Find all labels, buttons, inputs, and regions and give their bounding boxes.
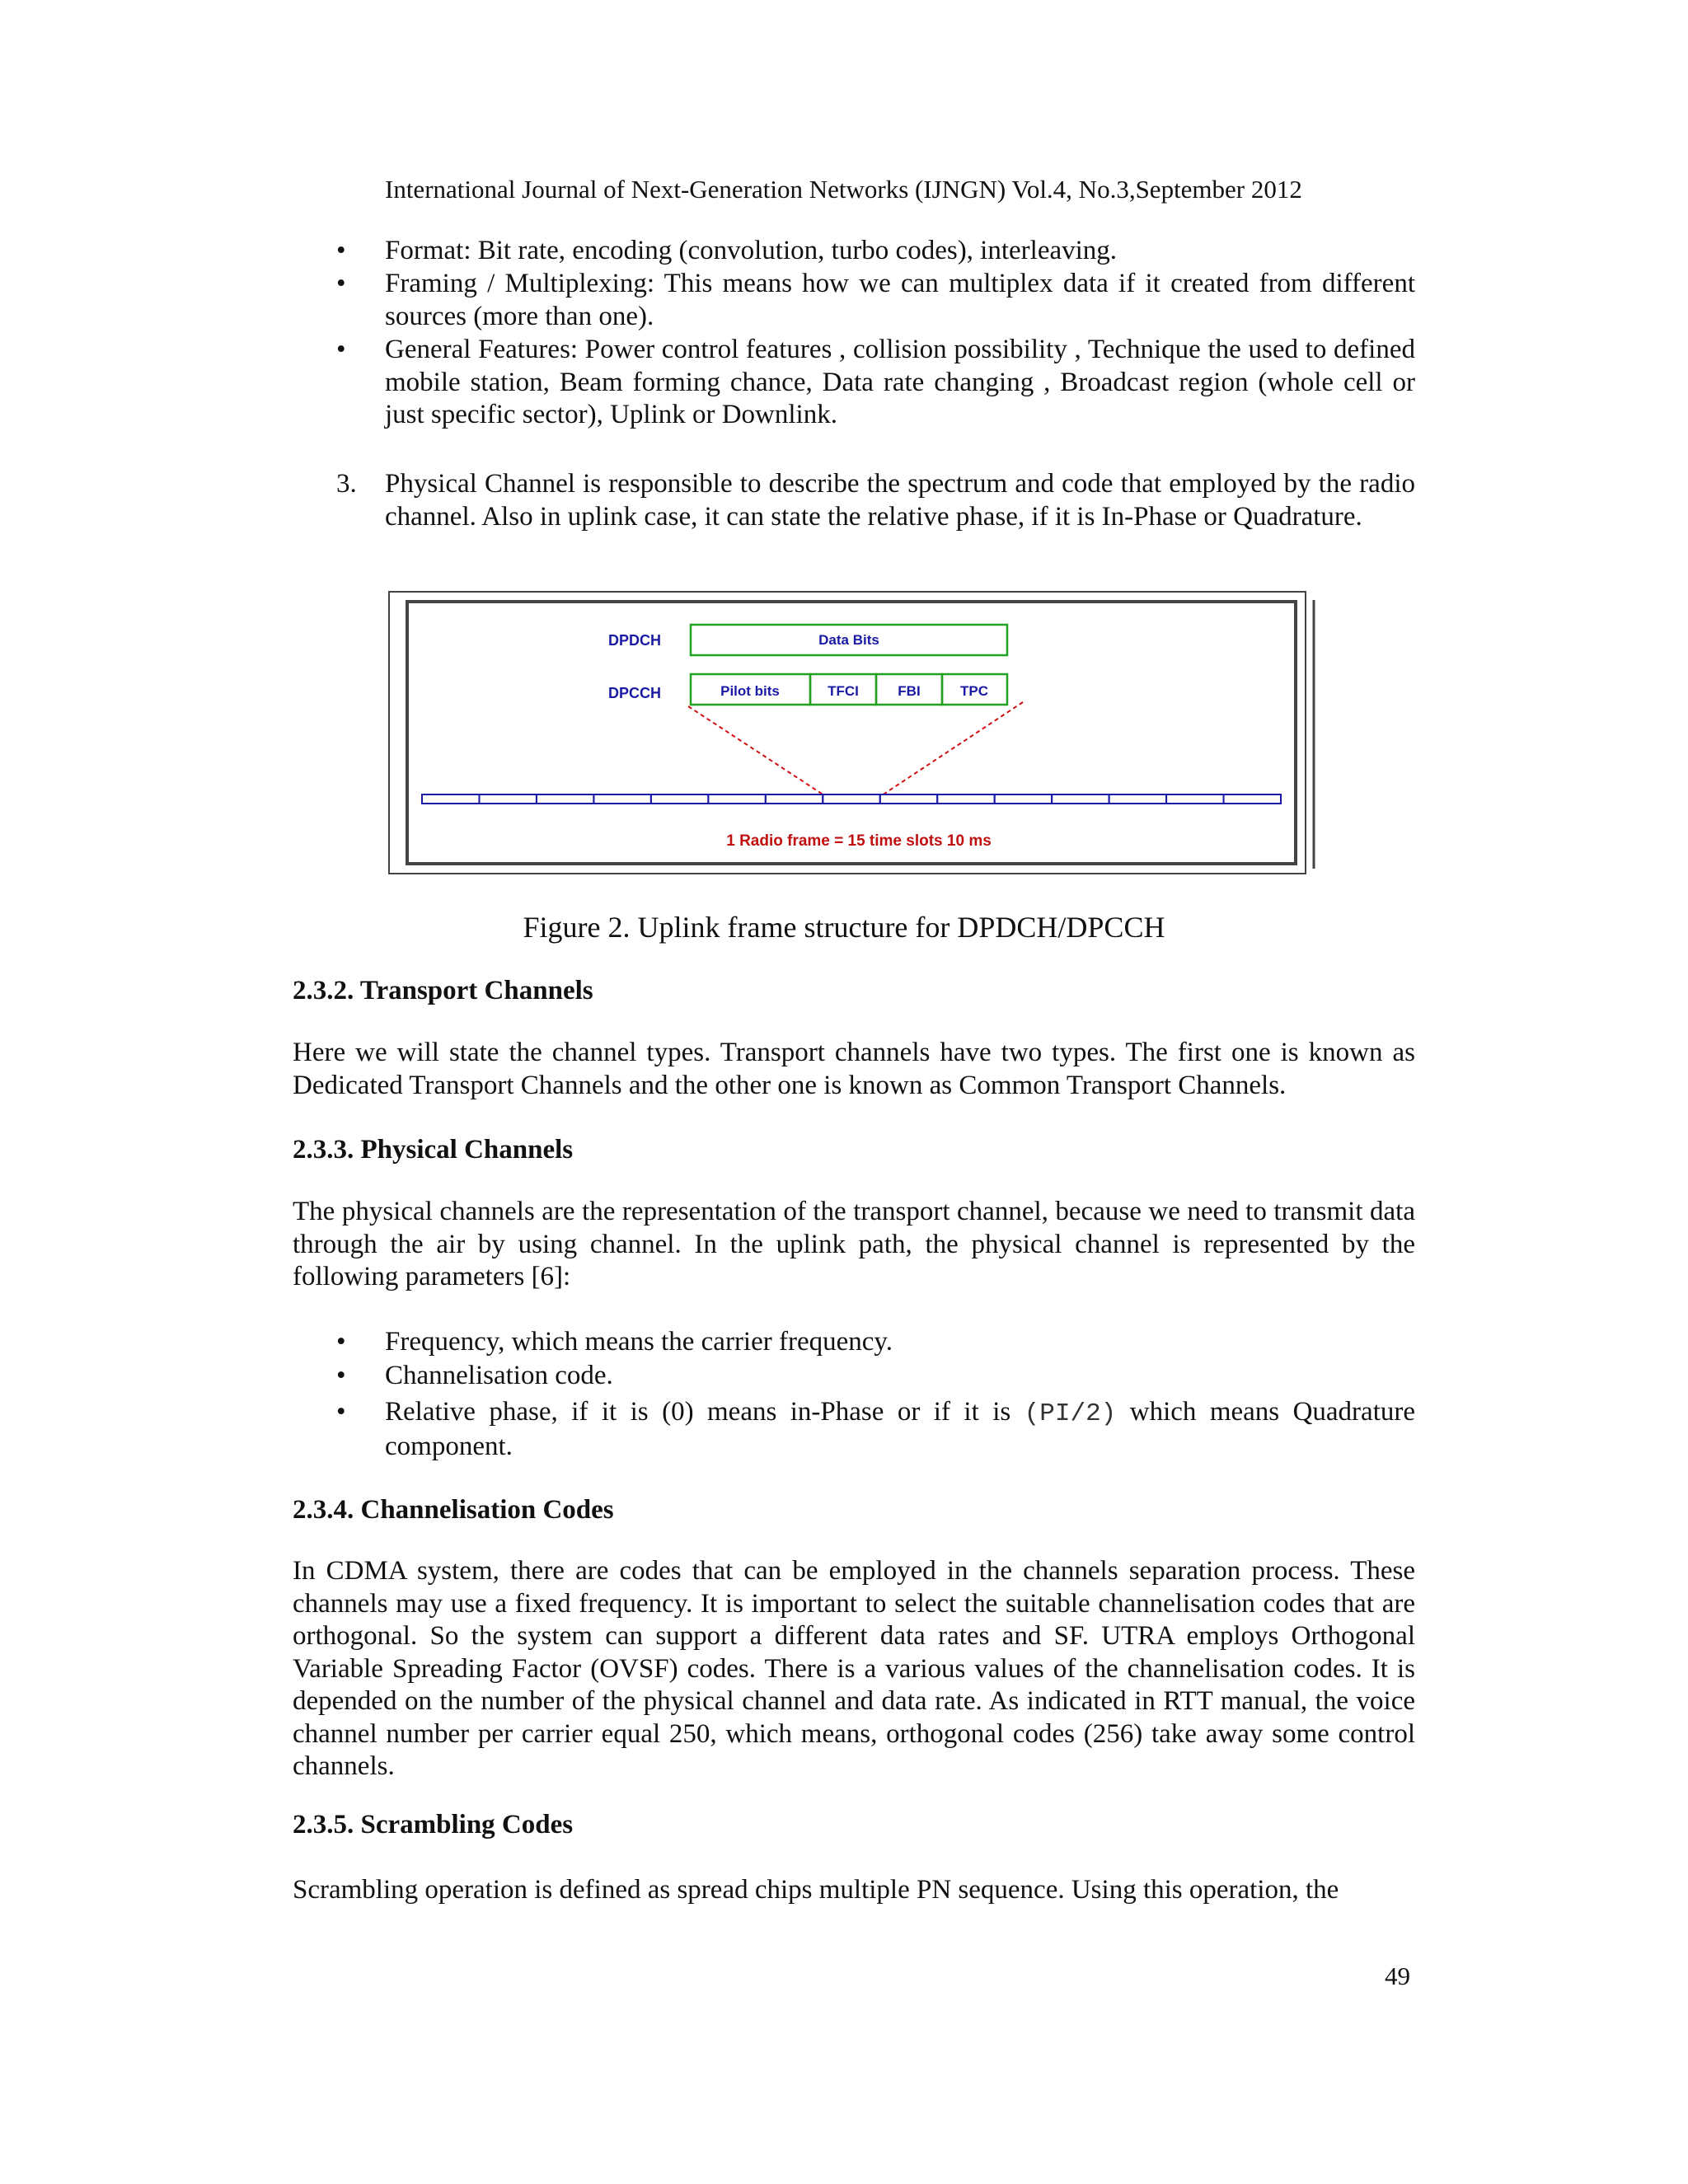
frame-diagram [387, 590, 1319, 879]
bullet-marker: • [336, 1361, 346, 1390]
list-item [336, 1360, 1415, 1393]
time-slot [937, 794, 994, 804]
time-slot [422, 794, 479, 804]
bullet-text-post: which means Quadrature component. [385, 1397, 1416, 1461]
numbered-item [336, 468, 1415, 533]
item-text: Physical Channel is responsible to describe the spectrum and code that employed by the radio channel. Also in uplink case, it can state the relative phase, if it is In-Phase or Quadrature. [385, 469, 1415, 532]
dpcch-label: DPCCH [608, 685, 662, 701]
bullet-text: Frequency, which means the carrier frequency. [385, 1327, 893, 1357]
time-slot [766, 794, 823, 804]
time-slot [593, 794, 650, 804]
time-slot [1052, 794, 1109, 804]
item-number: 3. [336, 469, 357, 499]
expansion-line-left [688, 706, 824, 795]
running-header: International Journal of Next-Generation Networks (IJNGN) Vol.4, No.3,September 2012 [385, 175, 1302, 204]
paragraph: The physical channels are the representation of the transport channel, because we need to transmit data through the air by using channel. In the uplink path, the physical channel is represented by the following parameters [6]: [293, 1197, 1415, 1291]
tpc-label: TPC [960, 683, 988, 699]
time-slots-bar [422, 794, 1281, 804]
uplink-frame-figure [387, 590, 1319, 879]
section-heading: 2.3.5. Scrambling Codes [293, 1810, 574, 1840]
data-bits-label: Data Bits [818, 632, 879, 648]
pi-half-code: (PI/2) [1024, 1399, 1117, 1428]
list-item [336, 1326, 1415, 1359]
bullet-marker: • [336, 269, 346, 298]
time-slot [1166, 794, 1223, 804]
time-slot [823, 794, 879, 804]
page-number: 49 [1385, 1961, 1410, 1990]
bullet-text: General Features: Power control features , collision possibility , Technique the used to defined mobile station, Beam forming chance, Data rate changing , Broadcast region (whole cell or just specific sector), Uplink or Downlink. [385, 335, 1415, 429]
time-slot [708, 794, 765, 804]
paragraph: In CDMA system, there are codes that can be employed in the channels separation process. These channels may use a fixed frequency. It is important to select the suitable channelisation codes that are orthogonal. So the system can support a different data rates and SF. UTRA employs Orthogonal Variable Spreading Factor (OVSF) codes. There is a various values of the channelisation codes. It is depended on the number of the physical channel and data rate. As indicated in RTT manual, the voice channel number per carrier equal 250, which means, orthogonal codes (256) take away some control channels. [293, 1556, 1415, 1781]
section-heading: 2.3.3. Physical Channels [293, 1135, 574, 1165]
paragraph: Here we will state the channel types. Transport channels have two types. The first one is known as Dedicated Transport Channels and the other one is known as Common Transport Channels. [293, 1038, 1415, 1100]
time-slot [651, 794, 708, 804]
bullet-marker: • [336, 1327, 346, 1357]
time-slot [479, 794, 536, 804]
bullet-marker: • [336, 335, 346, 364]
list-item [336, 268, 1415, 333]
list-item [336, 1396, 1415, 1463]
dpdch-label: DPDCH [608, 632, 662, 649]
pilot-bits-label: Pilot bits [720, 683, 780, 699]
section-heading: 2.3.2. Transport Channels [293, 976, 593, 1005]
time-slot [1109, 794, 1166, 804]
figure-caption: Figure 2. Uplink frame structure for DPDCH/DPCCH [523, 911, 1165, 944]
list-item [336, 334, 1415, 432]
paragraph: Scrambling operation is defined as spread chips multiple PN sequence. Using this operation, the [293, 1875, 1339, 1905]
time-slot [537, 794, 593, 804]
bullet-text: Format: Bit rate, encoding (convolution, turbo codes), interleaving. [385, 236, 1118, 265]
radio-frame-label: 1 Radio frame = 15 time slots 10 ms [726, 832, 992, 850]
bullet-text [385, 1396, 1415, 1463]
bullet-marker: • [336, 1397, 346, 1427]
section-heading: 2.3.4. Channelisation Codes [293, 1495, 614, 1525]
fbi-label: FBI [898, 683, 921, 699]
expansion-line-right [882, 702, 1023, 795]
tfci-label: TFCI [828, 683, 859, 699]
time-slot [1224, 794, 1281, 804]
bullet-text: Channelisation code. [385, 1361, 613, 1390]
list-item [336, 235, 1415, 268]
bullet-text-pre: Relative phase, if it is (0) means in-Phase or if it is [385, 1397, 1011, 1427]
bullet-text: Framing / Multiplexing: This means how we can multiplex data if it created from different sources (more than one). [385, 269, 1415, 331]
time-slot [995, 794, 1052, 804]
time-slot [880, 794, 937, 804]
bullet-marker: • [336, 236, 346, 265]
